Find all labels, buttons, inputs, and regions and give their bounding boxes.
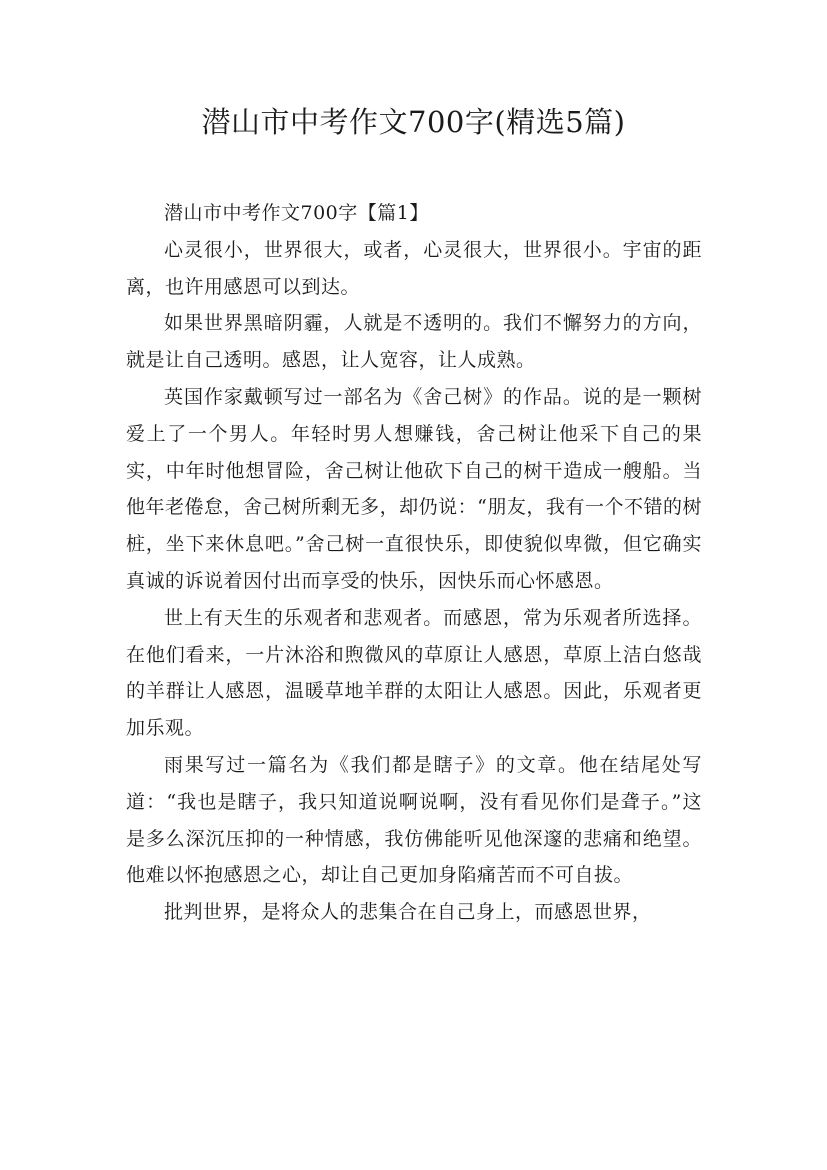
paragraph: 世上有天生的乐观者和悲观者。而感恩，常为乐观者所选择。在他们看来，一片沐浴和煦微风的草原让人感恩，草原上洁白悠哉的羊群让人感恩，温暖草地羊群的太阳让人感恩。因此，乐观者更加乐观。 bbox=[126, 606, 702, 740]
paragraph: 雨果写过一篇名为《我们都是瞎子》的文章。他在结尾处写道：“我也是瞎子，我只知道说啊说啊，没有看见你们是聋子。”这是多么深沉压抑的一种情感，我仿佛能听见他深邃的悲痛和绝望。他难以怀抱感恩之心，却让自己更加身陷痛苦而不可自拔。 bbox=[126, 753, 702, 887]
document-title: 潜山市中考作文700字(精选5篇) bbox=[201, 105, 626, 139]
paragraph: 英国作家戴顿写过一部名为《舍己树》的作品。说的是一颗树爱上了一个男人。年轻时男人想赚钱，舍己树让他采下自己的果实，中年时他想冒险，舍己树让他砍下自己的树干造成一艘船。当他年老倦怠，舍己树所剩无多，却仍说：“朋友，我有一个不错的树桩，坐下来休息吧。”舍己树一直很快乐，即使貌似卑微，但它确实真诚的诉说着因付出而享受的快乐，因快乐而心怀感恩。 bbox=[126, 385, 702, 592]
section-heading: 潜山市中考作文700字【篇1】 bbox=[164, 202, 429, 224]
paragraph: 如果世界黑暗阴霾，人就是不透明的。我们不懈努力的方向，就是让自己透明。感恩，让人宽容，让人成熟。 bbox=[126, 312, 702, 372]
paragraph: 批判世界，是将众人的悲集合在自己身上，而感恩世界， bbox=[164, 901, 652, 924]
document-body bbox=[126, 195, 702, 931]
paragraph: 心灵很小，世界很大，或者，心灵很大，世界很小。宇宙的距离，也许用感恩可以到达。 bbox=[126, 238, 702, 298]
